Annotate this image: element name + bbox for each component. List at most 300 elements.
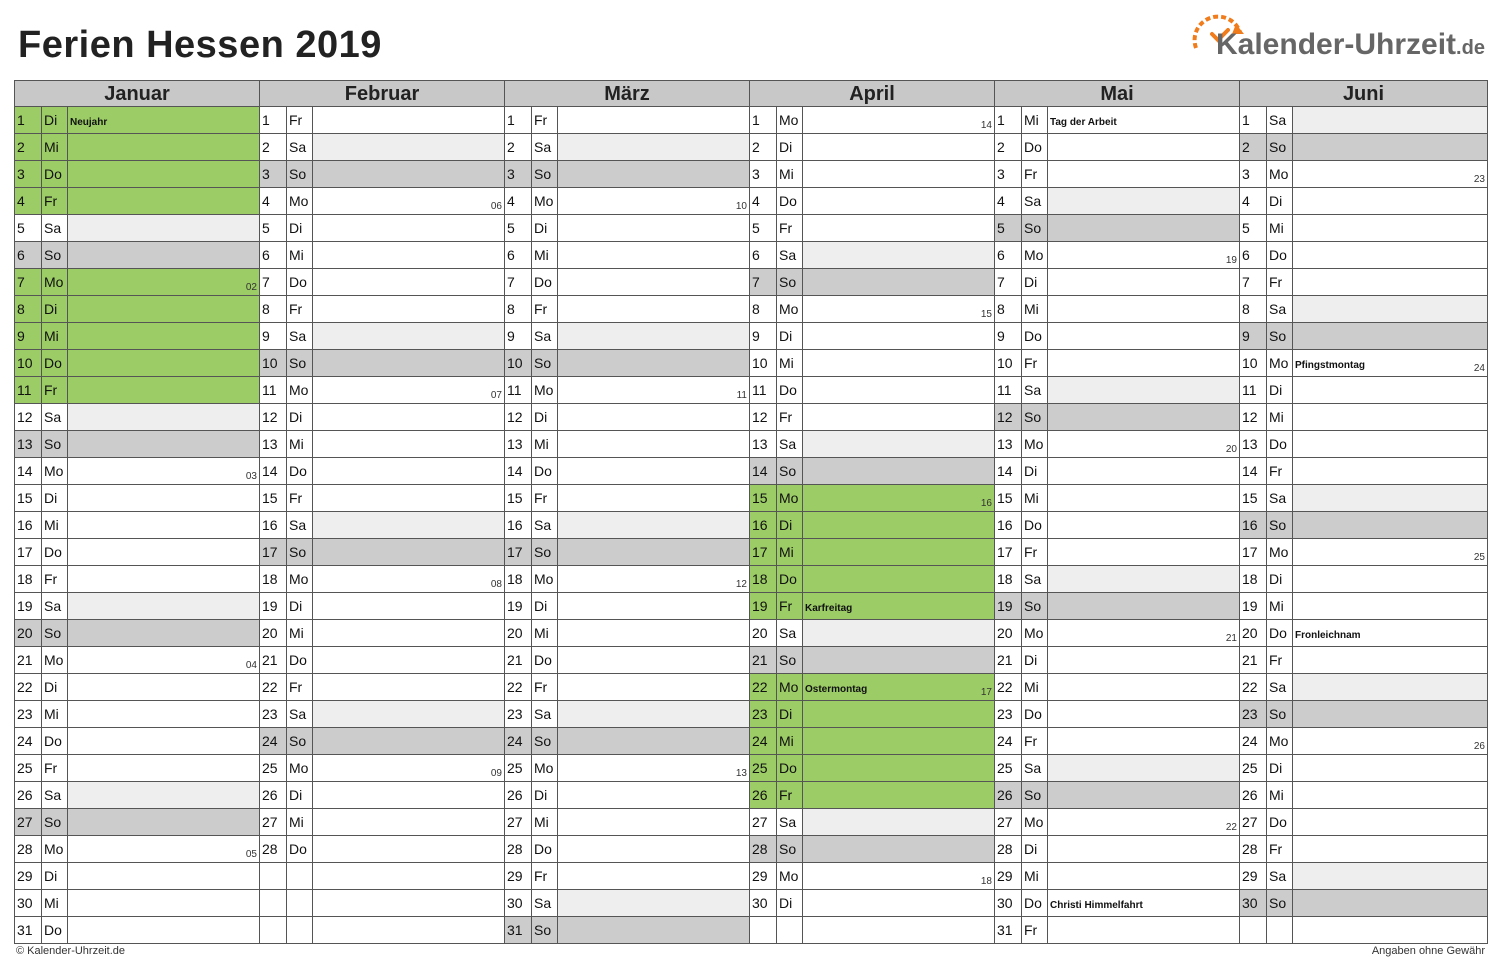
day-row <box>1240 242 1487 269</box>
day-row <box>15 809 259 836</box>
day-info <box>1293 674 1487 700</box>
day-number: 13 <box>1240 431 1267 457</box>
day-info <box>1048 242 1239 268</box>
day-row <box>995 674 1239 701</box>
day-info <box>1048 188 1239 214</box>
day-row <box>260 323 504 350</box>
day-number: 18 <box>750 566 777 592</box>
day-row <box>750 647 994 674</box>
day-number: 7 <box>15 269 42 295</box>
day-row <box>1240 647 1487 674</box>
day-row <box>995 512 1239 539</box>
day-row <box>505 701 749 728</box>
day-info <box>558 404 749 430</box>
day-info <box>313 431 504 457</box>
weekday: Do <box>532 269 558 295</box>
weekday: Di <box>1267 377 1293 403</box>
day-row <box>750 755 994 782</box>
weekday: So <box>287 539 313 565</box>
weekday: Mi <box>287 809 313 835</box>
day-row <box>505 215 749 242</box>
day-number: 14 <box>260 458 287 484</box>
day-number: 13 <box>750 431 777 457</box>
day-row <box>1240 620 1487 647</box>
day-info <box>68 269 259 295</box>
weekday: Sa <box>287 134 313 160</box>
week-number: 22 <box>1225 822 1237 833</box>
weekday: Sa <box>532 512 558 538</box>
weekday: Mo <box>532 377 558 403</box>
weekday: Mo <box>287 377 313 403</box>
day-number: 20 <box>505 620 532 646</box>
month-column <box>260 107 505 944</box>
day-info <box>313 107 504 133</box>
day-number: 16 <box>15 512 42 538</box>
day-row <box>15 188 259 215</box>
day-number: 30 <box>1240 890 1267 916</box>
weekday: Fr <box>777 215 803 241</box>
day-info <box>68 593 259 619</box>
day-info <box>313 755 504 781</box>
day-row <box>15 755 259 782</box>
day-row <box>995 431 1239 458</box>
day-info <box>68 701 259 727</box>
day-info <box>1048 647 1239 673</box>
weekday: Mi <box>532 809 558 835</box>
day-info <box>803 134 994 160</box>
weekday: Mi <box>1022 863 1048 889</box>
day-number: 9 <box>750 323 777 349</box>
day-row <box>505 377 749 404</box>
day-number: 3 <box>505 161 532 187</box>
day-row <box>1240 809 1487 836</box>
day-row <box>1240 431 1487 458</box>
day-number: 3 <box>1240 161 1267 187</box>
footer-disclaimer: Angaben ohne Gewähr <box>1371 945 1485 957</box>
day-number: 11 <box>995 377 1022 403</box>
weekday: Mi <box>42 323 68 349</box>
weekday: Fr <box>42 755 68 781</box>
weekday: Di <box>287 593 313 619</box>
day-info <box>313 485 504 511</box>
day-info <box>1293 323 1487 349</box>
day-row <box>995 350 1239 377</box>
day-number: 21 <box>505 647 532 673</box>
day-info <box>1048 728 1239 754</box>
day-row <box>1240 674 1487 701</box>
day-info <box>313 674 504 700</box>
weekday: Mo <box>1267 161 1293 187</box>
day-number: 12 <box>1240 404 1267 430</box>
day-number: 14 <box>995 458 1022 484</box>
day-info <box>1048 863 1239 889</box>
day-number: 25 <box>15 755 42 781</box>
day-row <box>505 674 749 701</box>
day-info <box>803 269 994 295</box>
weekday: So <box>532 350 558 376</box>
day-number: 13 <box>995 431 1022 457</box>
day-info <box>1048 431 1239 457</box>
day-info <box>1293 890 1487 916</box>
day-number: 12 <box>260 404 287 430</box>
logo[interactable] <box>1188 10 1488 70</box>
day-row <box>15 134 259 161</box>
day-row <box>260 917 504 944</box>
day-info <box>803 647 994 673</box>
day-number: 27 <box>750 809 777 835</box>
day-row <box>750 161 994 188</box>
day-info <box>558 296 749 322</box>
weekday: Fr <box>1267 269 1293 295</box>
day-number: 20 <box>260 620 287 646</box>
day-info <box>68 836 259 862</box>
day-row <box>995 323 1239 350</box>
holiday-label: Karfreitag <box>805 603 853 614</box>
day-info <box>1293 188 1487 214</box>
day-row <box>260 566 504 593</box>
day-number: 29 <box>505 863 532 889</box>
day-number: 2 <box>995 134 1022 160</box>
day-info <box>313 539 504 565</box>
weekday: So <box>1267 701 1293 727</box>
weekday: Di <box>1022 647 1048 673</box>
weekday: Fr <box>1267 647 1293 673</box>
day-info <box>1048 755 1239 781</box>
day-number: 4 <box>995 188 1022 214</box>
day-row <box>995 620 1239 647</box>
weekday: Mi <box>1022 107 1048 133</box>
day-info <box>313 161 504 187</box>
weekday: Mo <box>777 674 803 700</box>
weekday: Mo <box>532 188 558 214</box>
day-info <box>803 431 994 457</box>
day-number: 16 <box>995 512 1022 538</box>
day-row <box>750 485 994 512</box>
day-row <box>15 458 259 485</box>
day-info <box>313 296 504 322</box>
day-info <box>803 539 994 565</box>
weekday: Mi <box>777 539 803 565</box>
day-row <box>15 242 259 269</box>
day-number: 22 <box>1240 674 1267 700</box>
weekday: Do <box>1267 809 1293 835</box>
day-number: 23 <box>15 701 42 727</box>
page-title: Ferien Hessen 2019 <box>18 24 382 66</box>
weekday: Di <box>287 215 313 241</box>
weekday: Mi <box>1022 485 1048 511</box>
weekday: Do <box>532 458 558 484</box>
day-info <box>558 701 749 727</box>
weekday: So <box>777 647 803 673</box>
month-name: Mai <box>995 81 1240 107</box>
weekday: Do <box>1022 890 1048 916</box>
day-info <box>558 728 749 754</box>
day-row <box>15 890 259 917</box>
weekday: So <box>1022 215 1048 241</box>
day-info <box>1293 701 1487 727</box>
day-info <box>68 620 259 646</box>
week-number: 19 <box>1225 255 1237 266</box>
week-number: 25 <box>1473 552 1485 563</box>
weekday: Do <box>1022 701 1048 727</box>
weekday: Do <box>287 458 313 484</box>
day-row <box>995 134 1239 161</box>
month-column <box>15 107 260 944</box>
weekday: Mi <box>532 242 558 268</box>
weekday: So <box>1022 782 1048 808</box>
weekday: Sa <box>42 782 68 808</box>
week-number: 11 <box>736 390 747 401</box>
day-info <box>313 809 504 835</box>
day-number: 15 <box>1240 485 1267 511</box>
day-row <box>15 728 259 755</box>
day-row <box>750 566 994 593</box>
weekday: Sa <box>532 701 558 727</box>
day-info <box>313 647 504 673</box>
weekday: Di <box>1022 269 1048 295</box>
day-number: 9 <box>15 323 42 349</box>
day-number: 29 <box>995 863 1022 889</box>
day-info <box>558 215 749 241</box>
day-info <box>803 674 994 700</box>
day-row <box>15 431 259 458</box>
week-number: 03 <box>245 471 257 482</box>
day-row <box>995 404 1239 431</box>
day-row <box>750 269 994 296</box>
weekday: Do <box>42 917 68 943</box>
day-number: 17 <box>260 539 287 565</box>
day-row <box>15 566 259 593</box>
day-info <box>558 350 749 376</box>
day-info <box>558 836 749 862</box>
day-info <box>68 404 259 430</box>
day-info <box>1048 782 1239 808</box>
weekday <box>777 917 803 943</box>
day-info <box>68 674 259 700</box>
day-row <box>750 323 994 350</box>
day-info <box>313 917 504 943</box>
day-row <box>505 863 749 890</box>
weekday: So <box>532 539 558 565</box>
week-number: 15 <box>980 309 992 320</box>
day-info <box>558 269 749 295</box>
weekday: Fr <box>532 296 558 322</box>
day-number: 21 <box>995 647 1022 673</box>
day-info <box>558 377 749 403</box>
day-row <box>995 161 1239 188</box>
weekday: Sa <box>1022 377 1048 403</box>
day-info <box>803 890 994 916</box>
week-number: 13 <box>735 768 747 779</box>
day-number: 20 <box>15 620 42 646</box>
day-number: 24 <box>750 728 777 754</box>
day-number: 6 <box>1240 242 1267 268</box>
day-row <box>15 377 259 404</box>
day-info <box>558 566 749 592</box>
day-info <box>68 890 259 916</box>
day-number: 2 <box>260 134 287 160</box>
day-number: 12 <box>750 404 777 430</box>
holiday-label: Neujahr <box>70 117 108 128</box>
day-row <box>15 323 259 350</box>
weekday: Fr <box>532 863 558 889</box>
day-info <box>558 323 749 349</box>
day-number: 23 <box>1240 701 1267 727</box>
day-info <box>313 377 504 403</box>
weekday: So <box>777 269 803 295</box>
weekday: Fr <box>287 674 313 700</box>
day-row <box>505 134 749 161</box>
day-number: 10 <box>750 350 777 376</box>
weekday: Mi <box>777 728 803 754</box>
day-row <box>1240 512 1487 539</box>
day-info <box>803 593 994 619</box>
day-row <box>750 782 994 809</box>
day-number: 19 <box>750 593 777 619</box>
weekday: Mi <box>777 161 803 187</box>
day-number: 22 <box>995 674 1022 700</box>
day-number: 14 <box>505 458 532 484</box>
day-info <box>1293 431 1487 457</box>
day-number: 21 <box>750 647 777 673</box>
weekday: Sa <box>1022 566 1048 592</box>
day-info <box>313 890 504 916</box>
day-info <box>68 188 259 214</box>
day-row <box>1240 701 1487 728</box>
day-row <box>15 296 259 323</box>
day-number: 11 <box>260 377 287 403</box>
week-number: 07 <box>490 390 502 401</box>
day-row <box>15 215 259 242</box>
day-row <box>750 404 994 431</box>
weekday: So <box>1022 404 1048 430</box>
weekday: Mi <box>42 701 68 727</box>
weekday: Sa <box>1267 485 1293 511</box>
day-number: 19 <box>1240 593 1267 619</box>
day-row <box>750 242 994 269</box>
day-row <box>505 755 749 782</box>
weekday: Do <box>1267 242 1293 268</box>
logo-text <box>1216 28 1485 62</box>
day-row <box>505 296 749 323</box>
weekday: Mo <box>1022 809 1048 835</box>
day-row <box>995 269 1239 296</box>
day-info <box>1048 323 1239 349</box>
day-row <box>505 485 749 512</box>
day-number: 2 <box>15 134 42 160</box>
weekday: Sa <box>1022 188 1048 214</box>
weekday <box>287 890 313 916</box>
day-row <box>260 161 504 188</box>
day-number: 3 <box>260 161 287 187</box>
weekday: So <box>777 836 803 862</box>
weekday: Mi <box>287 242 313 268</box>
day-number: 28 <box>1240 836 1267 862</box>
day-row <box>15 539 259 566</box>
day-info <box>1293 782 1487 808</box>
day-row <box>260 188 504 215</box>
holiday-label: Fronleichnam <box>1295 630 1361 641</box>
weekday: Do <box>777 755 803 781</box>
day-info <box>68 728 259 754</box>
day-info <box>1293 809 1487 835</box>
day-row <box>260 620 504 647</box>
day-row <box>260 458 504 485</box>
day-number: 20 <box>995 620 1022 646</box>
weekday: Fr <box>287 107 313 133</box>
day-info <box>68 377 259 403</box>
weekday: So <box>1022 593 1048 619</box>
day-number: 19 <box>15 593 42 619</box>
day-number: 8 <box>995 296 1022 322</box>
weekday: Fr <box>1022 917 1048 943</box>
week-number: 08 <box>490 579 502 590</box>
day-number: 26 <box>1240 782 1267 808</box>
day-row <box>260 593 504 620</box>
day-row <box>15 593 259 620</box>
day-number: 16 <box>750 512 777 538</box>
day-info <box>1293 836 1487 862</box>
day-number: 4 <box>260 188 287 214</box>
day-row <box>505 539 749 566</box>
day-row <box>995 296 1239 323</box>
day-number: 24 <box>505 728 532 754</box>
day-number: 5 <box>1240 215 1267 241</box>
day-number: 7 <box>1240 269 1267 295</box>
weekday: Fr <box>287 485 313 511</box>
logo-tld: .de <box>1456 37 1485 59</box>
day-row <box>260 782 504 809</box>
day-info <box>313 323 504 349</box>
day-row <box>505 728 749 755</box>
weekday: Do <box>287 647 313 673</box>
day-number: 19 <box>995 593 1022 619</box>
day-number: 29 <box>1240 863 1267 889</box>
day-number: 1 <box>1240 107 1267 133</box>
weekday: Fr <box>1022 350 1048 376</box>
weekday: Fr <box>532 485 558 511</box>
day-number: 3 <box>15 161 42 187</box>
day-info <box>313 566 504 592</box>
day-number: 18 <box>1240 566 1267 592</box>
day-row <box>505 188 749 215</box>
day-number: 24 <box>260 728 287 754</box>
day-number: 18 <box>15 566 42 592</box>
day-number: 31 <box>15 917 42 943</box>
weekday: Do <box>777 188 803 214</box>
day-number: 9 <box>1240 323 1267 349</box>
day-info <box>558 809 749 835</box>
day-number: 10 <box>505 350 532 376</box>
day-row <box>15 647 259 674</box>
day-row <box>995 188 1239 215</box>
weekday: So <box>287 161 313 187</box>
day-row <box>15 485 259 512</box>
day-row <box>750 674 994 701</box>
day-row <box>1240 917 1487 944</box>
day-row <box>750 458 994 485</box>
weekday: So <box>1267 512 1293 538</box>
weekday: Mo <box>1022 431 1048 457</box>
day-row <box>15 863 259 890</box>
day-number: 30 <box>750 890 777 916</box>
weekday: Mo <box>1267 539 1293 565</box>
day-row <box>1240 404 1487 431</box>
day-info <box>1048 836 1239 862</box>
day-row <box>1240 755 1487 782</box>
day-info <box>313 863 504 889</box>
day-info <box>68 215 259 241</box>
